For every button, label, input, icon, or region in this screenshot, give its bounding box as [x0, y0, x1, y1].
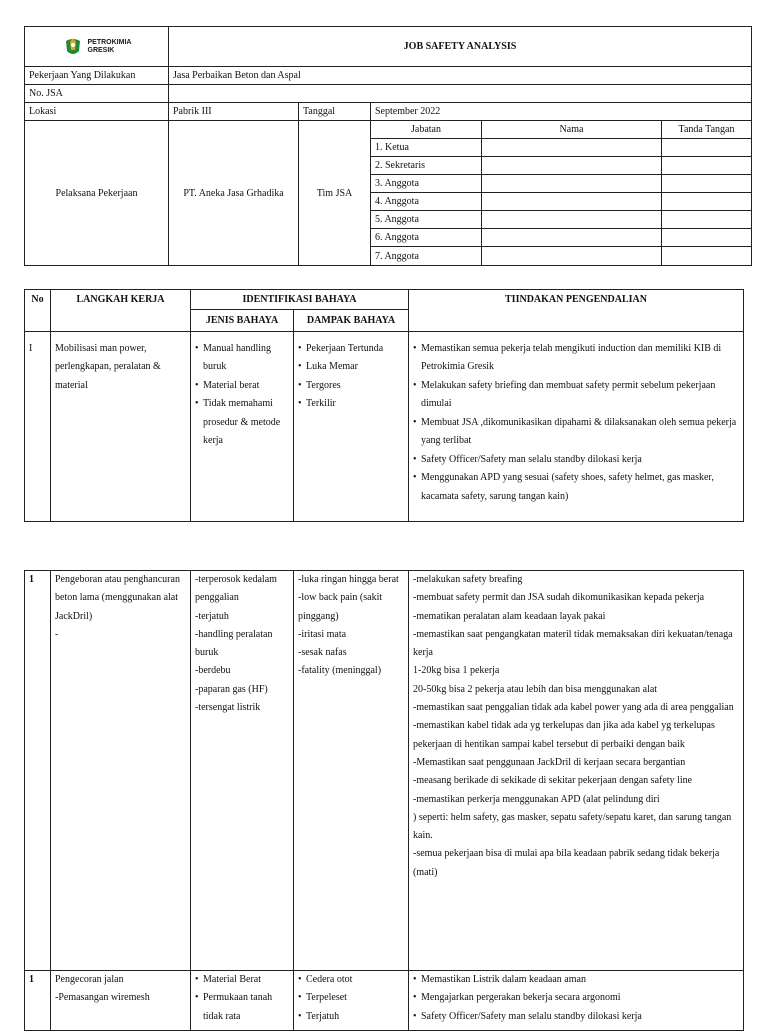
role-row: 6. Anggota: [371, 229, 482, 247]
lokasi-label: Lokasi: [25, 103, 169, 121]
list-item: -handling peralatan buruk: [195, 628, 273, 659]
role-row: 4. Anggota: [371, 193, 482, 211]
ttd-cell: [662, 193, 752, 211]
list-item: -terperosok kedalam penggalian: [195, 574, 277, 604]
nama-cell: [482, 247, 662, 266]
list-item: -Memastikan saat penggunaan JackDril di kerjaan secara bergantian: [413, 756, 686, 768]
list-item: -paparan gas (HF): [195, 683, 268, 695]
header-table: [24, 26, 752, 266]
list-item: -luka ringan hingga berat: [298, 574, 399, 585]
list-item: • Terkilir: [298, 395, 404, 414]
list-item: -memastikan kabel tidak ada yg terkelupas dan jika ada kabel yg terkelupas pekerjaan di hentikan sampai kabel tersebut di perbaiki dengan baik: [413, 720, 715, 750]
tindakan-cell: [409, 571, 744, 971]
col-jenis-bahaya: JENIS BAHAYA: [191, 310, 294, 332]
nama-cell: [482, 193, 662, 211]
list-item: 1-20kg bisa 1 pekerja: [413, 665, 500, 677]
list-item: -iritasi mata: [298, 628, 347, 640]
role-row: 2. Sekretaris: [371, 157, 482, 175]
nama-cell: [482, 229, 662, 247]
ttd-cell: [662, 247, 752, 266]
list-item: -mematikan peralatan alam keadaan layak pakai: [413, 610, 606, 622]
table-row: [25, 340, 744, 522]
tanggal-value: September 2022: [371, 103, 752, 121]
list-item: • Melakukan safety briefing dan membuat safety permit sebelum pekerjaan dimulai: [413, 377, 739, 414]
list-item: • Safety Officer/Safety man selalu standby dilokasi kerja: [413, 1008, 739, 1026]
jenis-bahaya-cell: [191, 340, 294, 522]
col-nama: Nama: [482, 121, 662, 139]
list-item: • Manual handling buruk: [195, 340, 289, 377]
langkah-text: -Pemasangan wiremesh: [55, 992, 150, 1004]
no-jsa-value: [169, 85, 752, 103]
role-row: 3. Anggota: [371, 175, 482, 193]
list-item: -memastikan perkerja menggunakan APD (alat pelindung diri: [413, 793, 660, 805]
list-item: • Safety Officer/Safety man selalu standby dilokasi kerja: [413, 451, 739, 470]
ttd-cell: [662, 229, 752, 247]
jenis-bahaya-cell: [191, 571, 294, 971]
ttd-cell: [662, 211, 752, 229]
list-item: -sesak nafas: [298, 647, 347, 659]
logo-line2: GRESIK: [87, 46, 115, 54]
col-tindakan-pengendalian: TIINDAKAN PENGENDALIAN: [409, 290, 744, 332]
role-row: 7. Anggota: [371, 247, 482, 266]
row-no: I: [25, 340, 51, 522]
pekerjaan-value: Jasa Perbaikan Beton dan Aspal: [169, 67, 752, 85]
list-item: -terjatuh: [195, 610, 229, 622]
list-item: • Material Berat: [195, 971, 289, 989]
row-no: 1: [25, 571, 51, 971]
col-tanda-tangan: Tanda Tangan: [662, 121, 752, 139]
list-item: • Memastikan semua pekerja telah mengikuti induction dan memiliki KIB di Petrokimia Gresik: [413, 340, 739, 377]
list-item: • Terjatuh: [298, 1008, 404, 1026]
list-item: -membuat safety permit dan JSA sudah dikomunikasikan kepada pekerja: [413, 592, 705, 604]
tim-jsa-label: Tim JSA: [299, 121, 371, 266]
petrokimia-logo-icon: [62, 35, 84, 59]
list-item: • Memastikan Listrik dalam keadaan aman: [413, 971, 739, 989]
document-title: JOB SAFETY ANALYSIS: [169, 27, 752, 67]
table-row: [25, 571, 744, 971]
pekerjaan-label: Pekerjaan Yang Dilakukan: [25, 67, 169, 85]
list-item: • Permukaan tanah tidak rata: [195, 989, 289, 1026]
ttd-cell: [662, 157, 752, 175]
dampak-bahaya-cell: [294, 971, 409, 1031]
list-item: -measang berikade di sekikade di sekitar pekerjaan dengan safety line: [413, 775, 693, 787]
dampak-bahaya-cell: [294, 340, 409, 522]
ttd-cell: [662, 175, 752, 193]
langkah-kerja-cell: [51, 571, 191, 971]
dampak-bahaya-cell: [294, 571, 409, 971]
list-item: ) seperti: helm safety, gas masker, sepatu safety/sepatu karet, dan sarung tangan kain.: [413, 811, 732, 842]
list-item: -tersengat listrik: [195, 702, 261, 714]
no-jsa-label: No. JSA: [25, 85, 169, 103]
list-item: • Terpeleset: [298, 989, 404, 1007]
langkah-text: Pengeboran atau penghancuran beton lama (menggunakan alat JackDril): [55, 574, 180, 622]
col-jabatan: Jabatan: [371, 121, 482, 139]
table-row: [25, 971, 744, 1031]
list-item: -semua pekerjaan bisa di mulai apa bila keadaan pabrik sedang tidak bekerja (mati): [413, 848, 720, 878]
tindakan-cell: [409, 340, 744, 522]
langkah-kerja-cell: [51, 971, 191, 1031]
list-item: -low back pain (sakit pinggang): [298, 592, 383, 622]
langkah-text: -: [55, 628, 59, 640]
role-row: 5. Anggota: [371, 211, 482, 229]
col-dampak-bahaya: DAMPAK BAHAYA: [294, 310, 409, 332]
list-item: • Tergores: [298, 377, 404, 396]
role-row: 1. Ketua: [371, 139, 482, 157]
langkah-kerja-cell: Mobilisasi man power, perlengkapan, peralatan & material: [51, 340, 191, 522]
lokasi-value: Pabrik III: [169, 103, 299, 121]
ttd-cell: [662, 139, 752, 157]
list-item: • Tidak memahami prosedur & metode kerja: [195, 395, 289, 451]
list-item: • Membuat JSA ,dikomunikasikan dipahami & dilaksanakan oleh semua pekerja yang terlibat: [413, 414, 739, 451]
logo-line1: PETROKIMIA: [87, 38, 132, 46]
nama-cell: [482, 211, 662, 229]
list-item: -fatality (meninggal): [298, 665, 382, 677]
list-item: -melakukan safety breafing: [413, 574, 523, 585]
list-item: • Material berat: [195, 377, 289, 396]
nama-cell: [482, 157, 662, 175]
logo-cell: [25, 27, 169, 67]
list-item: • Mengajarkan pergerakan bekerja secara argonomi: [413, 989, 739, 1007]
col-langkah-kerja: LANGKAH KERJA: [51, 290, 191, 332]
pelaksana-value: PT. Aneka Jasa Grhadika: [169, 121, 299, 266]
col-no: No: [25, 290, 51, 332]
list-item: • Luka Memar: [298, 358, 404, 377]
nama-cell: [482, 139, 662, 157]
tindakan-cell: [409, 971, 744, 1031]
pelaksana-label: Pelaksana Pekerjaan: [25, 121, 169, 266]
col-identifikasi-bahaya: IDENTIFIKASI BAHAYA: [191, 290, 409, 310]
jenis-bahaya-cell: [191, 971, 294, 1031]
list-item: -memastikan saat penggalian tidak ada kabel power yang ada di area penggalian: [413, 702, 734, 714]
analysis-table-continued: [24, 570, 744, 1031]
langkah-text: Pengecoran jalan: [55, 974, 124, 985]
list-item: • Cedera otot: [298, 971, 404, 989]
row-no: 1: [25, 971, 51, 1031]
tanggal-label: Tanggal: [299, 103, 371, 121]
list-item: -memastikan saat pengangkatan materil tidak memaksakan diri kekuatan/tenaga kerja: [413, 628, 733, 659]
analysis-table: [24, 289, 744, 522]
list-item: 20-50kg bisa 2 pekerja atau lebih dan bisa menggunakan alat: [413, 683, 658, 695]
nama-cell: [482, 175, 662, 193]
list-item: • Pekerjaan Tertunda: [298, 340, 404, 359]
list-item: -berdebu: [195, 665, 231, 677]
list-item: • Menggunakan APD yang sesuai (safety shoes, safety helmet, gas masker, kacamata safety, sarung tangan kain): [413, 469, 739, 506]
